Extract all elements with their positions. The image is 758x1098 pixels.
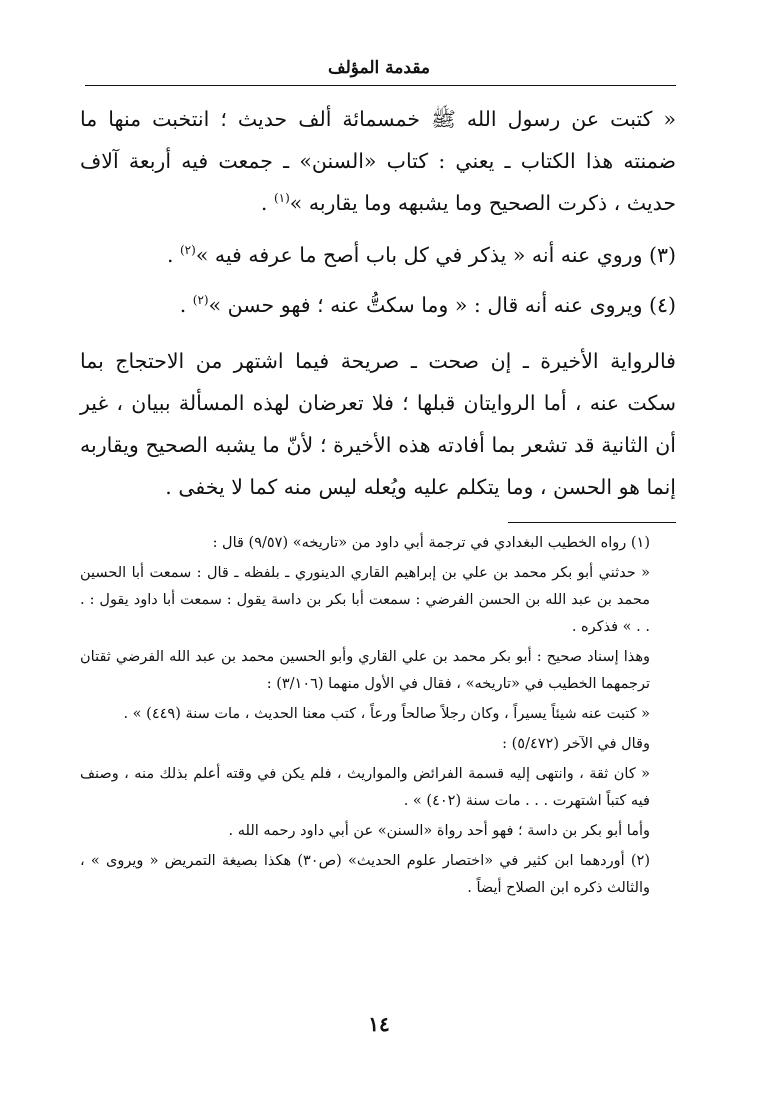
footnotes	[80, 530, 676, 905]
item-4-end: .	[179, 293, 193, 317]
quote-end: .	[260, 191, 274, 215]
footnote-separator	[508, 522, 676, 523]
footnote-ref[interactable]: (٢)	[179, 243, 196, 258]
footnote-2: (٢) أوردهما ابن كثير في «اختصار علوم الحديث» (ص٣٠) هكذا بصيغة التمريض « ويروى » ، والثالث ذكره ابن الصلاح أيضاً .	[80, 853, 650, 896]
page-number: ١٤	[368, 1012, 390, 1036]
header-divider	[85, 85, 676, 86]
item-3	[80, 234, 676, 276]
footnote-1-intro: (١) رواه الخطيب البغدادي في ترجمة أبي داود من «تاريخه» (٩/٥٧) قال :	[212, 535, 650, 551]
footnote-ref[interactable]: (٢)	[192, 293, 209, 308]
footnote-1-chain: « حدثني أبو بكر محمد بن علي بن إبراهيم القاري الدينوري ـ بلفظه ـ قال : سمعت أبا الحسين محمد بن عبد الله بن الحسن الفرضي : سمعت أبا بكر بن داسة يقول : سمعت أبا داود يقول : . . . » فذكره .	[80, 565, 650, 635]
footnote-1-other: وقال في الآخر (٥/٤٧٢) :	[502, 736, 650, 752]
quote-text: « كتبت عن رسول الله ﷺ خمسمائة ألف حديث ؛ انتخبت منها ما ضمنته هذا الكتاب ـ يعني : كتاب «السنن» ـ جمعت فيه أربعة آلاف حديث ، ذكرت الصحيح وما يشبهه وما يقاربه »	[80, 107, 676, 215]
item-3-end: .	[166, 243, 180, 267]
footnote-1-first-quote: « كتبت عنه شيئاً يسيراً ، وكان رجلاً صالحاً ورعاً ، كتب معنا الحديث ، مات سنة (٤٤٩) » .	[123, 706, 650, 722]
item-4	[80, 284, 676, 326]
item-3-text: (٣) وروي عنه أنه « يذكر في كل باب أصح ما عرفه فيه »	[195, 243, 676, 267]
page-header-title: مقدمة المؤلف	[327, 58, 431, 78]
body-paragraph: فالرواية الأخيرة ـ إن صحت ـ صريحة فيما اشتهر من الاحتجاج بما سكت عنه ، أما الروايتان قبلها ؛ فلا تعرضان لهذه المسألة ببيان ، غير أن الثانية قد تشعر بما أفادته هذه الأخيرة ؛ لأنّ ما يشبه الصحيح ويقاربه إنما هو الحسن ، وما يتكلم عليه ويُعله ليس منه كما لا يخفى .	[80, 349, 676, 499]
footnote-ref[interactable]: (١)	[273, 191, 290, 206]
quote-paragraph	[80, 98, 676, 224]
footnote-1-isnad: وهذا إسناد صحيح : أبو بكر محمد بن علي القاري وأبو الحسين محمد بن عبد الله الفرضي ثقتان ترجمهما الخطيب في «تاريخه» ، فقال في الأول منهما (٣/١٠٦) :	[80, 649, 650, 692]
main-text	[80, 98, 676, 508]
item-4-text: (٤) ويروى عنه أنه قال : « وما سكتُّ عنه ؛ فهو حسن »	[208, 293, 676, 317]
footnote-1-second-quote: « كان ثقة ، وانتهى إليه قسمة الفرائض والمواريث ، فلم يكن في وقته أعلم بذلك منه ، وصنف فيه كتباً اشتهرت . . . مات سنة (٤٠٢) » .	[80, 766, 650, 809]
footnote-1-close: وأما أبو بكر بن داسة ؛ فهو أحد رواة «السنن» عن أبي داود رحمه الله .	[228, 823, 650, 839]
